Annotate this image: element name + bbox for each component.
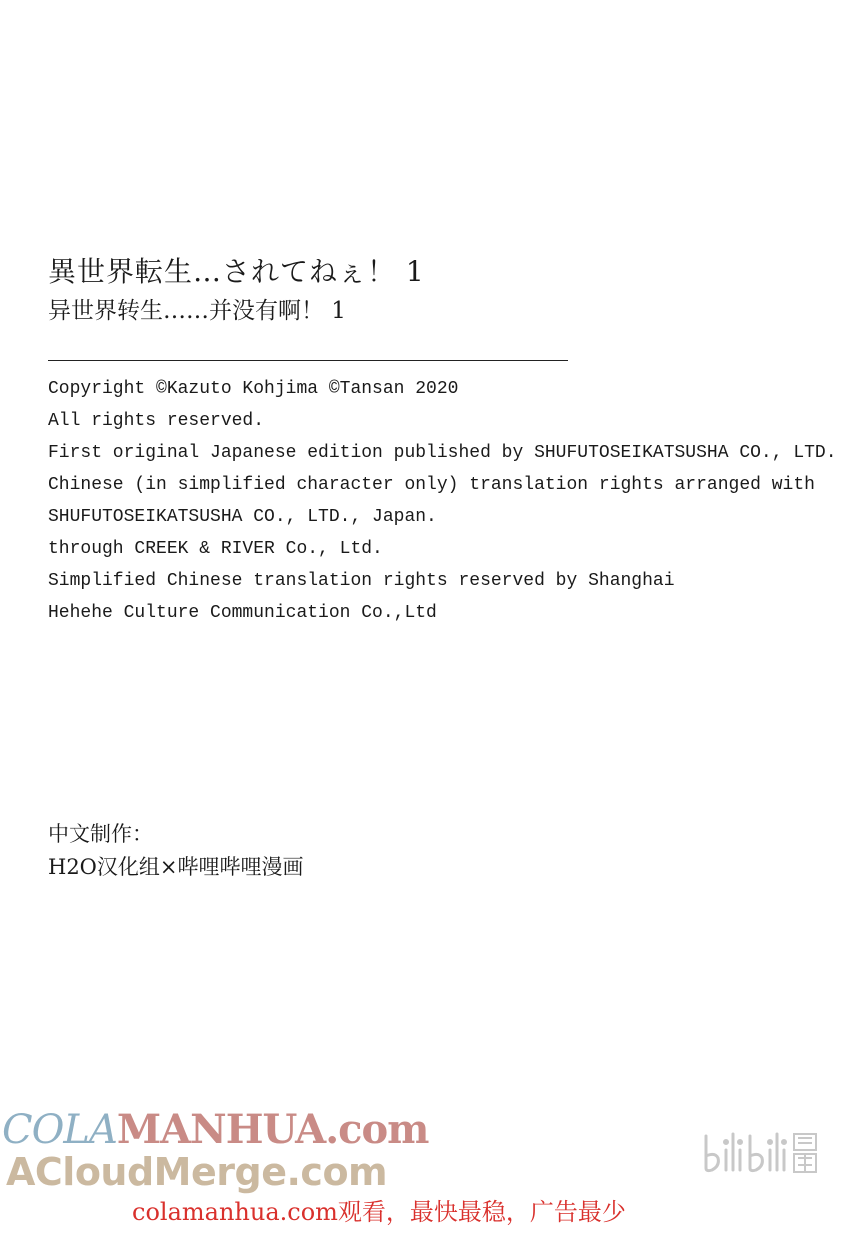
watermark-acloudmerge: ACloudMerge.com [6,1150,388,1194]
watermark-colamanhua [2,1106,429,1153]
watermark-colamanhua-b: MANHUA.com [116,1106,429,1153]
watermark-colamanhua-a: COLA [2,1107,117,1153]
copyright-line: First original Japanese edition published by SHUFUTOSEIKATSUSHA CO., LTD. [48,443,837,463]
copyright-block [48,373,837,629]
credits-groups: H2O汉化组×哔哩哔哩漫画 [48,855,304,879]
copyright-line: through CREEK & RIVER Co., Ltd. [48,539,383,559]
title-japanese: 異世界転生…されてねぇ！ 1 [48,255,425,288]
watermark-slogan: colamanhua.com观看，最快最稳，广告最少 [132,1198,626,1226]
credits-label: 中文制作： [48,822,153,846]
copyright-line: Hehehe Culture Communication Co.,Ltd [48,603,437,623]
copyright-line: Simplified Chinese translation rights reserved by Shanghai [48,571,675,591]
copyright-line: Chinese (in simplified character only) translation rights arranged with [48,475,815,495]
copyright-line: All rights reserved. [48,411,265,431]
divider-rule [48,360,568,361]
copyright-line: Copyright ©Kazuto Kohjima ©Tansan 2020 [48,379,459,399]
copyright-line: SHUFUTOSEIKATSUSHA CO., LTD., Japan. [48,507,437,527]
title-chinese: 异世界转生……并没有啊！ 1 [48,298,346,324]
bilibili-logo-icon [700,1130,820,1176]
